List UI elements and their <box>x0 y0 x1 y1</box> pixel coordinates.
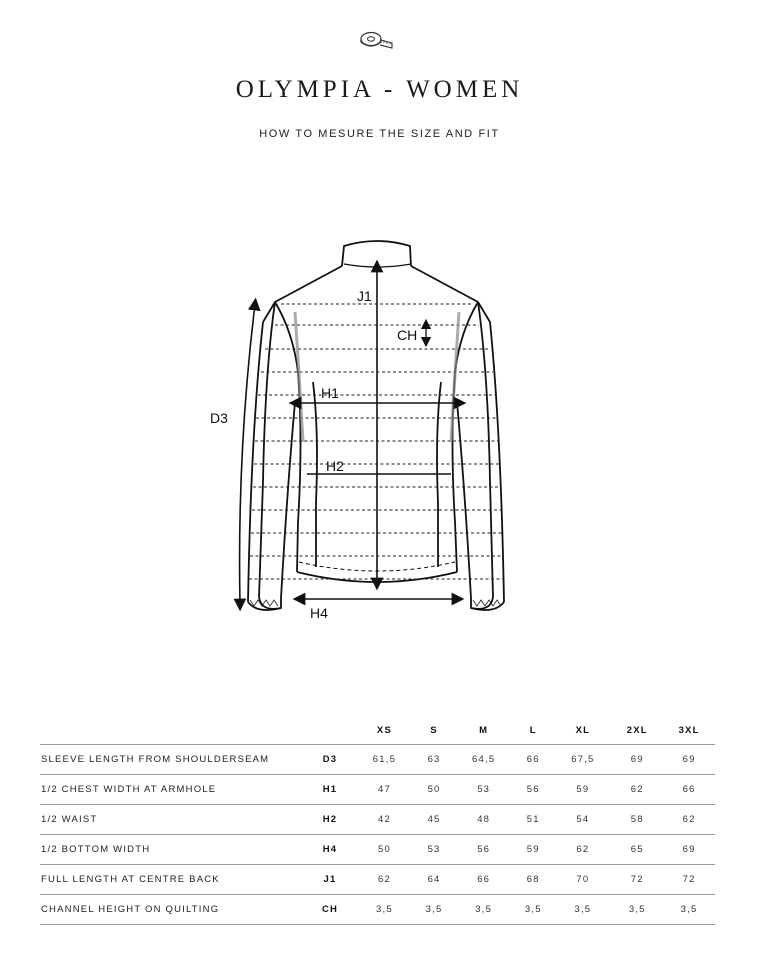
table-cell: 3,5 <box>611 895 663 925</box>
column-header: XS <box>356 716 413 745</box>
table-cell: 58 <box>611 805 663 835</box>
table-cell: 3,5 <box>356 895 413 925</box>
table-cell: 63 <box>413 745 455 775</box>
row-label: 1/2 CHEST WIDTH AT ARMHOLE <box>40 775 304 805</box>
table-cell: 67,5 <box>554 745 611 775</box>
row-code: D3 <box>304 745 356 775</box>
table-cell: 51 <box>512 805 554 835</box>
row-label: FULL LENGTH AT CENTRE BACK <box>40 865 304 895</box>
jacket-measurement-diagram <box>195 232 535 627</box>
table-cell: 65 <box>611 835 663 865</box>
table-cell: 62 <box>356 865 413 895</box>
table-cell: 66 <box>663 775 715 805</box>
table-cell: 3,5 <box>663 895 715 925</box>
row-label: 1/2 BOTTOM WIDTH <box>40 835 304 865</box>
row-code: J1 <box>304 865 356 895</box>
table-cell: 61,5 <box>356 745 413 775</box>
table-cell: 59 <box>554 775 611 805</box>
table-row <box>40 775 715 805</box>
column-header: S <box>413 716 455 745</box>
table-cell: 69 <box>663 835 715 865</box>
size-chart-table <box>40 716 715 925</box>
table-cell: 72 <box>663 865 715 895</box>
label-h4: H4 <box>310 605 328 621</box>
header-blank <box>304 716 356 745</box>
row-label: 1/2 WAIST <box>40 805 304 835</box>
table-cell: 70 <box>554 865 611 895</box>
column-header: 2XL <box>611 716 663 745</box>
table-cell: 64 <box>413 865 455 895</box>
table-cell: 3,5 <box>413 895 455 925</box>
column-header: L <box>512 716 554 745</box>
table-cell: 45 <box>413 805 455 835</box>
measuring-tape-icon <box>359 30 395 50</box>
table-cell: 69 <box>663 745 715 775</box>
row-code: H1 <box>304 775 356 805</box>
row-label: CHANNEL HEIGHT ON QUILTING <box>40 895 304 925</box>
table-cell: 66 <box>512 745 554 775</box>
table-cell: 54 <box>554 805 611 835</box>
table-cell: 62 <box>611 775 663 805</box>
table-cell: 47 <box>356 775 413 805</box>
column-header: 3XL <box>663 716 715 745</box>
page-subtitle: HOW TO MESURE THE SIZE AND FIT <box>259 128 500 140</box>
table-cell: 48 <box>455 805 512 835</box>
table-header-row <box>40 716 715 745</box>
label-j1: J1 <box>357 288 372 304</box>
table-cell: 56 <box>455 835 512 865</box>
table-cell: 53 <box>455 775 512 805</box>
table-row <box>40 895 715 925</box>
table-cell: 62 <box>554 835 611 865</box>
table-cell: 66 <box>455 865 512 895</box>
table-cell: 68 <box>512 865 554 895</box>
label-d3: D3 <box>210 410 228 426</box>
row-code: H4 <box>304 835 356 865</box>
jacket-outline <box>248 241 504 610</box>
label-ch: CH <box>397 327 418 343</box>
row-code: H2 <box>304 805 356 835</box>
table-cell: 50 <box>413 775 455 805</box>
table-cell: 3,5 <box>512 895 554 925</box>
label-h1: H1 <box>321 385 339 401</box>
table-cell: 64,5 <box>455 745 512 775</box>
row-label: SLEEVE LENGTH FROM SHOULDERSEAM <box>40 745 304 775</box>
table-cell: 3,5 <box>455 895 512 925</box>
table-cell: 56 <box>512 775 554 805</box>
table-cell: 69 <box>611 745 663 775</box>
table-cell: 72 <box>611 865 663 895</box>
page-title: OLYMPIA - WOMEN <box>235 76 524 103</box>
column-header: M <box>455 716 512 745</box>
table-cell: 59 <box>512 835 554 865</box>
column-header: XL <box>554 716 611 745</box>
cuff-ribbing <box>250 600 501 606</box>
table-row <box>40 805 715 835</box>
table-cell: 62 <box>663 805 715 835</box>
header-blank <box>40 716 304 745</box>
label-h2: H2 <box>326 458 344 474</box>
table-row <box>40 865 715 895</box>
row-code: CH <box>304 895 356 925</box>
table-row <box>40 835 715 865</box>
table-row <box>40 745 715 775</box>
table-cell: 50 <box>356 835 413 865</box>
table-cell: 53 <box>413 835 455 865</box>
table-cell: 3,5 <box>554 895 611 925</box>
table-cell: 42 <box>356 805 413 835</box>
